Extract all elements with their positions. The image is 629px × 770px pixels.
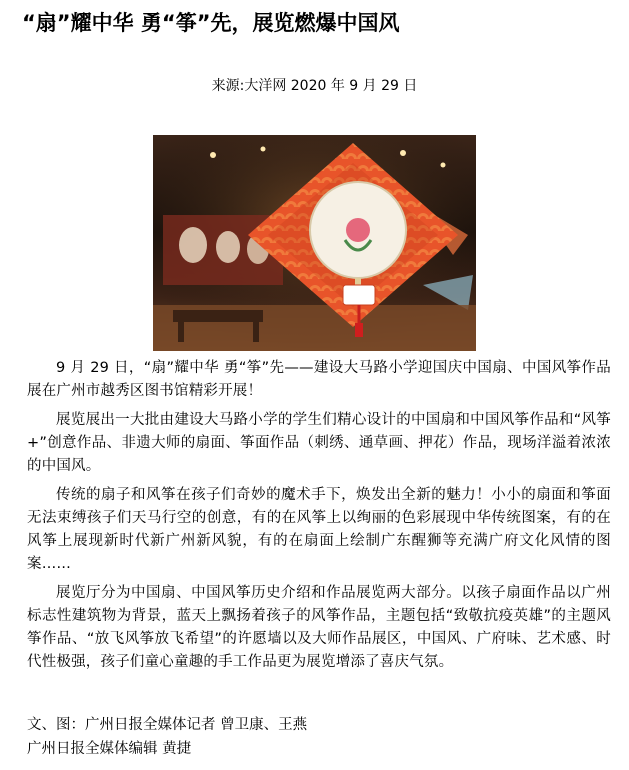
article-paragraph: 展览厅分为中国扇、中国风筝历史介绍和作品展览两大部分。以孩子扇面作品以广州标志性建筑物为背景，蓝天上飘扬着孩子的风筝作品，主题包括“致敬抗疫英雄”的主题风筝作品、“放飞风筝放飞希望”的许愿墙以及大师作品展区，中国风、广府味、艺术感、时代性极强，孩子们童心童趣的手工作品更为展览增添了喜庆气氛。 <box>27 585 611 670</box>
article-paragraph: 传统的扇子和风筝在孩子们奇妙的魔术手下，焕发出全新的魅力！小小的扇面和筝面无法束缚孩子们天马行空的创意，有的在风筝上以绚丽的色彩展现中华传统图案，有的在风筝上展现新时代新广州新风貌，有的在扇面上绘制广东醒狮等充满广府文化风情的图案…… <box>27 487 611 572</box>
article-paragraph: 9 月 29 日，“扇”耀中华 勇“筝”先——建设大马路小学迎国庆中国扇、中国风筝作品展在广州市越秀区图书馆精彩开展！ <box>27 360 611 399</box>
article-title: “扇”耀中华 勇“筝”先，展览燃爆中国风 <box>22 11 400 35</box>
credit-writer: 文、图：广州日报全媒体记者 曾卫康、王燕 <box>27 717 308 733</box>
exhibition-photo <box>153 135 476 351</box>
credit-editor: 广州日报全媒体编辑 黄捷 <box>27 741 192 757</box>
article-body <box>27 357 611 680</box>
exhibition-scene-illustration <box>153 135 476 351</box>
article-credits <box>27 713 307 761</box>
article-source-date: 来源:大洋网 2020 年 9 月 29 日 <box>211 78 418 94</box>
article-paragraph: 展览展出一大批由建设大马路小学的学生们精心设计的中国扇和中国风筝作品和“风筝+”创意作品、非遗大师的扇面、筝面作品（刺绣、通草画、押花）作品，现场洋溢着浓浓的中国风。 <box>27 412 611 474</box>
